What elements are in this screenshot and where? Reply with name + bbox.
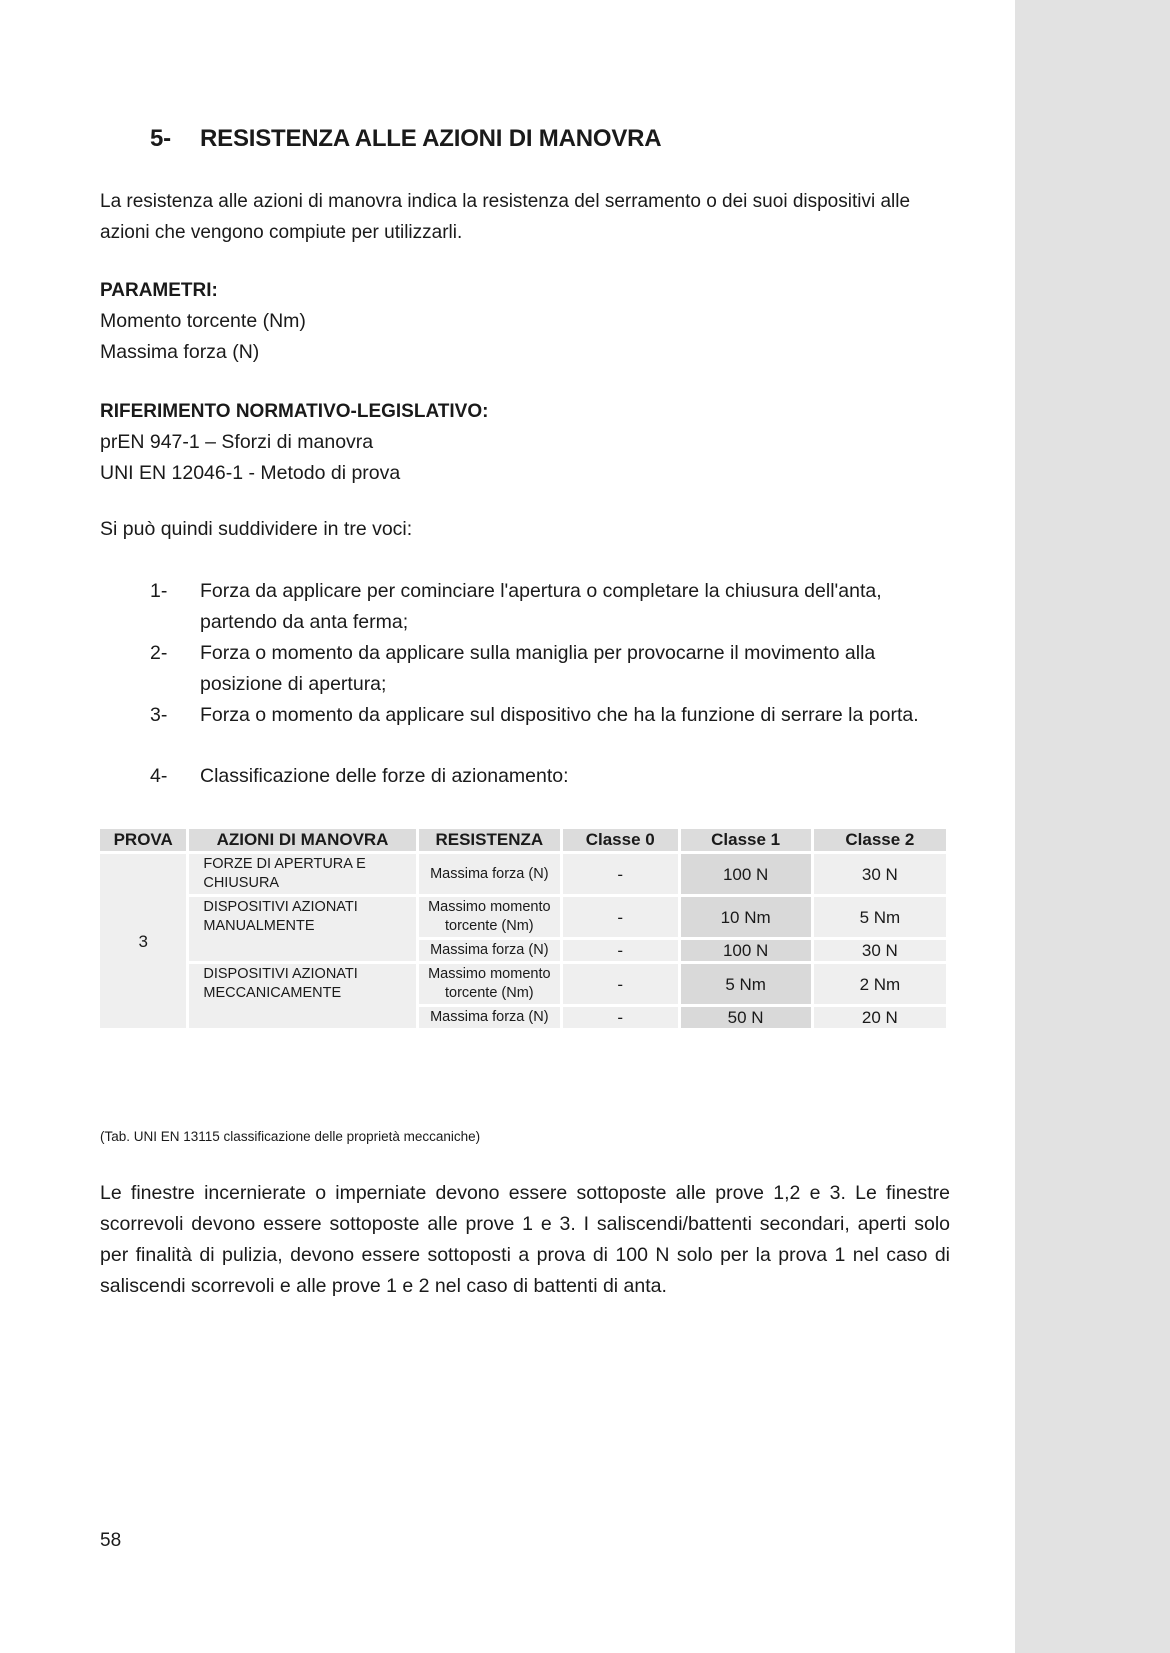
list-item-text: Classificazione delle forze di azionamento: — [200, 765, 569, 787]
classe-2-cell: 5 Nm — [814, 897, 946, 937]
list-item-number: 1- — [150, 580, 168, 602]
classe-1-cell: 100 N — [681, 940, 811, 961]
classe-2-cell: 30 N — [814, 854, 946, 894]
classe-1-cell: 100 N — [681, 854, 811, 894]
classe-0-cell: - — [563, 964, 678, 1004]
intro-paragraph: La resistenza alle azioni di manovra indica la resistenza del serramento o dei suoi dispositivi alle azioni che vengono compiute per utilizzarli. — [100, 191, 911, 243]
list-item-text: Forza o momento da applicare sul dispositivo che ha la funzione di serrare la porta. — [200, 704, 919, 726]
riferimento-item: UNI EN 12046-1 - Metodo di prova — [100, 462, 401, 484]
header-prova: PROVA — [100, 829, 186, 851]
page-number: 58 — [100, 1530, 122, 1551]
azione-cell: DISPOSITIVI AZIONATI MECCANICAMENTE — [189, 964, 415, 1028]
classe-1-cell: 5 Nm — [681, 964, 811, 1004]
resistenza-cell: Massimo momento torcente (Nm) — [419, 897, 560, 937]
classe-2-cell: 30 N — [814, 940, 946, 961]
table-row — [100, 854, 946, 894]
resistenza-cell: Massima forza (N) — [419, 1007, 560, 1028]
list-item-text: Forza o momento da applicare sulla maniglia per provocarne il movimento alla posizione di apertura; — [200, 642, 876, 695]
classe-0-cell: - — [563, 854, 678, 894]
classe-1-cell: 50 N — [681, 1007, 811, 1028]
list-item — [150, 761, 950, 792]
resistenza-cell: Massima forza (N) — [419, 940, 560, 961]
header-classe-2: Classe 2 — [814, 829, 946, 851]
parametri-item: Momento torcente (Nm) — [100, 310, 306, 332]
list-item-text: Forza da applicare per cominciare l'apertura o completare la chiusura dell'anta, partendo da anta ferma; — [200, 580, 882, 633]
list-item — [150, 638, 950, 700]
side-margin-band — [1015, 0, 1170, 1653]
classe-0-cell: - — [563, 897, 678, 937]
suddivisione-text: Si può quindi suddividere in tre voci: — [100, 518, 413, 540]
list-item-number: 3- — [150, 704, 168, 726]
list-item-number: 4- — [150, 765, 168, 787]
closing-paragraph: Le finestre incernierate o imperniate devono essere sottoposte alle prove 1,2 e 3. Le finestre scorrevoli devono essere sottoposte alle prove 1 e 3. I saliscendi/battenti secondari, aperti solo per finalità di pulizia, devono essere sottoposti a prova di 100 N solo per la prova 1 nel caso di saliscendi scorrevoli e alle prove 1 e 2 nel caso di battenti di anta. — [100, 1182, 950, 1297]
classification-table — [97, 826, 949, 1031]
classe-2-cell: 2 Nm — [814, 964, 946, 1004]
table-caption: (Tab. UNI EN 13115 classificazione delle proprietà meccaniche) — [100, 1129, 481, 1144]
section-heading — [150, 125, 661, 153]
parametri-item: Massima forza (N) — [100, 341, 260, 363]
list-item — [150, 576, 950, 638]
riferimento-label: RIFERIMENTO NORMATIVO-LEGISLATIVO: — [100, 401, 489, 422]
section-title: RESISTENZA ALLE AZIONI DI MANOVRA — [200, 125, 662, 152]
azione-cell: FORZE DI APERTURA E CHIUSURA — [189, 854, 415, 894]
resistenza-cell: Massimo momento torcente (Nm) — [419, 964, 560, 1004]
list-item-number: 2- — [150, 642, 168, 664]
table-row — [100, 897, 946, 937]
azione-cell: DISPOSITIVI AZIONATI MANUALMENTE — [189, 897, 415, 961]
classe-2-cell: 20 N — [814, 1007, 946, 1028]
table-header-row — [100, 829, 946, 851]
header-classe-0: Classe 0 — [563, 829, 678, 851]
parametri-label: PARAMETRI: — [100, 280, 218, 301]
prova-cell: 3 — [100, 854, 186, 1028]
section-number: 5- — [150, 125, 171, 152]
table-row — [100, 964, 946, 1004]
header-azioni: AZIONI DI MANOVRA — [189, 829, 415, 851]
header-resistenza: RESISTENZA — [419, 829, 560, 851]
list-item — [150, 700, 950, 731]
riferimento-item: prEN 947-1 – Sforzi di manovra — [100, 431, 374, 453]
classe-0-cell: - — [563, 1007, 678, 1028]
classe-1-cell: 10 Nm — [681, 897, 811, 937]
header-classe-1: Classe 1 — [681, 829, 811, 851]
resistenza-cell: Massima forza (N) — [419, 854, 560, 894]
classe-0-cell: - — [563, 940, 678, 961]
